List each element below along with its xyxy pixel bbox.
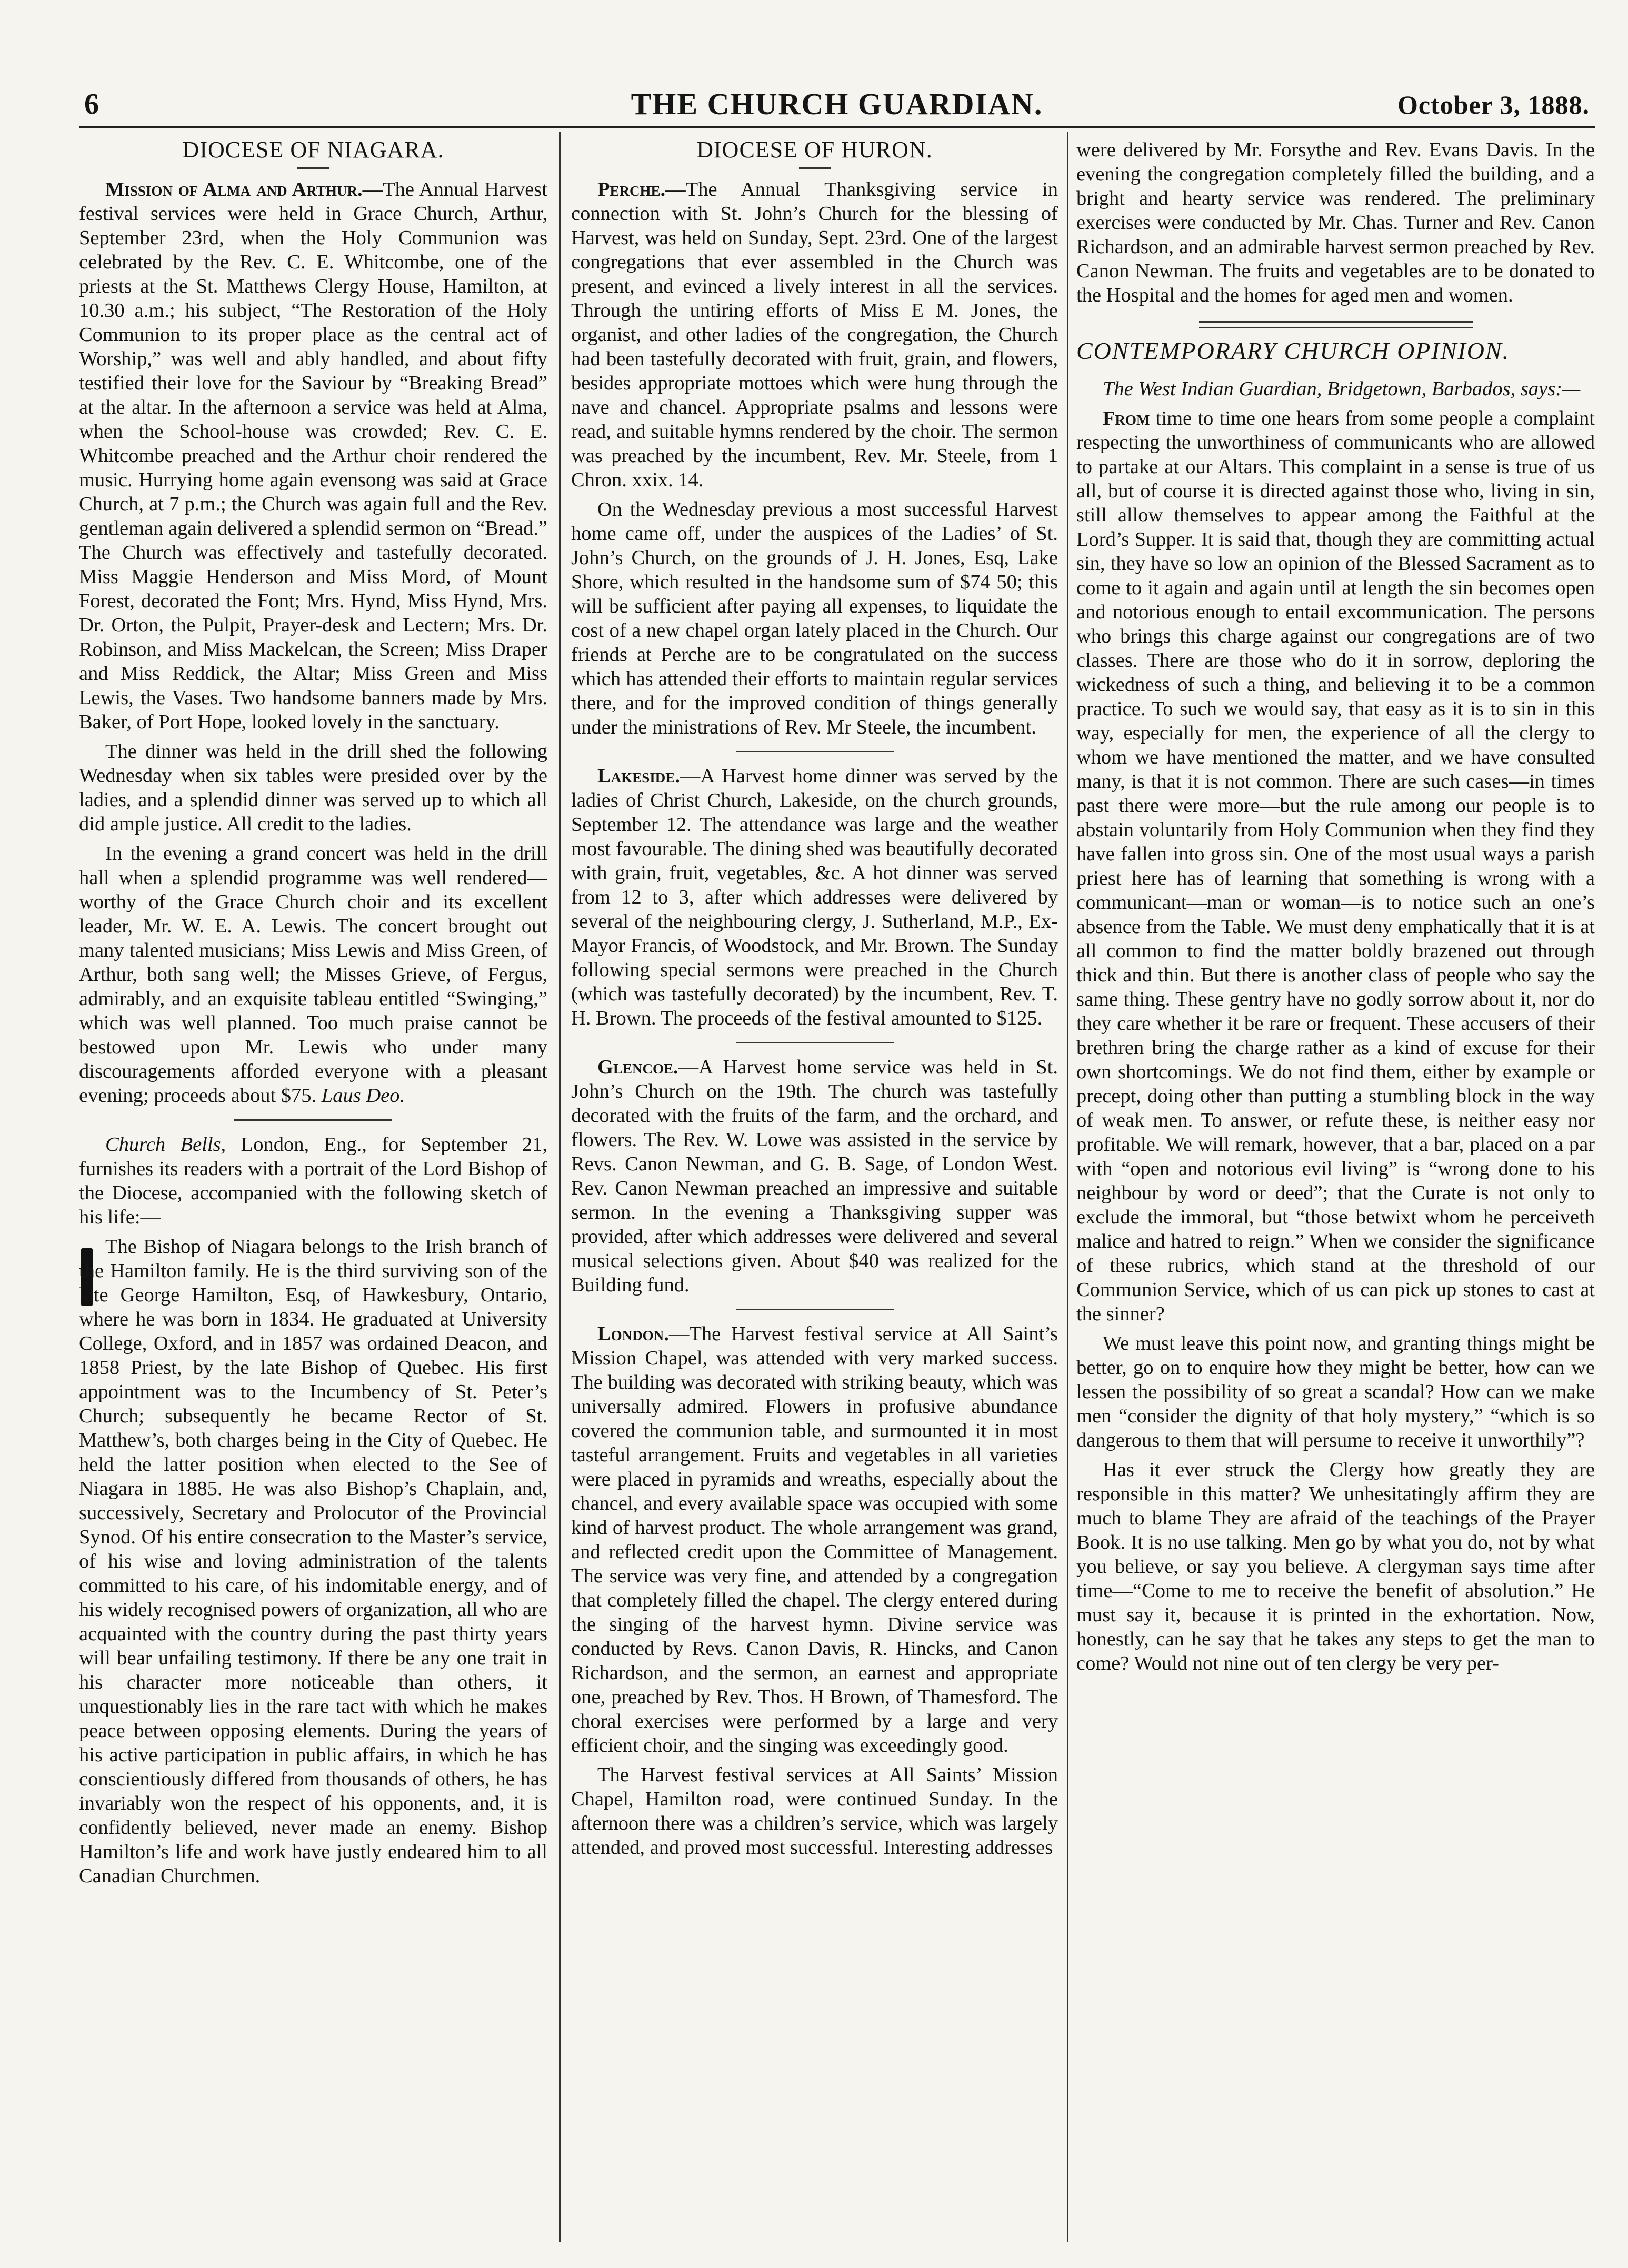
article-text: —The Annual Harvest festival services were held in Grace Church, Arthur, September 23rd, when the Holy Communion was celebrated by the Rev. C. E. Whitcombe, one of the priests at the St. Matthews Clergy House, Hamilton, at 10.30 a.m.; his subject, “The Restoration of the Holy Communion to its proper place as the central act of Worship,” was well and ably handled, and about fifty testified their love for the Saviour by “Breaking Bread” at the altar. In the afternoon a service was held at Alma, when the School-house was crowded; Rev. C. E. Whitcombe preached and the Arthur choir rendered the music. Hurrying home again evensong was said at Grace Church, at 7 p.m.; the Church was again full and the Rev. gentleman again delivered a splendid sermon on “Bread.” The Church was effectively and tastefully decorated. Miss Maggie Henderson and Miss Mord, of Mount Forest, decorated the Font; Mrs. Hynd, Miss Hynd, Mrs. Dr. Orton, the Pulpit, Prayer-desk and Lectern; Mrs. Dr. Robinson, and Miss Mackelcan, the Screen; Miss Draper and Miss Reddick, the Altar; Miss Green and Miss Lewis, the Vases. Two handsome banners made by Mrs. Baker, of Port Hope, looked lovely in the sanctuary. — [79, 178, 547, 733]
rule — [736, 1309, 894, 1310]
article-lead: London. — [597, 1323, 669, 1345]
article-lakeside — [571, 764, 1058, 1030]
opinion-paragraph-3: Has it ever struck the Clergy how greatly they are responsible in this matter? We unhesitatingly affirm they are much to blame They are afraid of the teachings of the Prayer Book. It is no use talking. Men go by what you do, not by what you believe, or say you believe. A clergyman says time after time—“Come to me to receive the benefit of absolution.” He must say it, because it is printed in the exhortation. Now, honestly, can he say that he takes any steps to get the man to come? Would not nine out of ten clergy be very per- — [1076, 1459, 1595, 1674]
rule — [297, 167, 329, 169]
section-heading-opinion: CONTEMPORARY CHURCH OPINION. — [1076, 337, 1510, 364]
rule — [736, 751, 894, 752]
article-alma — [79, 177, 547, 734]
article-concert — [79, 841, 547, 1108]
rule — [799, 167, 831, 169]
column-3 — [1076, 138, 1595, 2237]
article-lead: Perche. — [597, 178, 666, 200]
section-heading-niagara: DIOCESE OF NIAGARA. — [182, 138, 444, 163]
article-lead: Lakeside. — [597, 765, 680, 787]
opinion-paragraph-2: We must leave this point now, and granting things might be better, go on to enquire how they might be better, how can we lessen the possibility of so great a scandal? How can we make men “consider the dignity of that holy mystery,” “which is so dangerous to them that will persume to receive it unworthily”? — [1076, 1332, 1595, 1451]
article-london-2: The Harvest festival services at All Saints’ Mission Chapel, Hamilton road, were continued Sunday. In the afternoon there was a children’s service, which was largely attended, and proved most successful. Interesting addresses — [571, 1764, 1058, 1859]
rule — [234, 1119, 392, 1121]
double-rule — [1199, 321, 1473, 328]
publication-name: Church Bells, — [105, 1133, 226, 1156]
article-dinner: The dinner was held in the drill shed the following Wednesday when six tables were presided over by the ladies, and a splendid dinner was served up to which all did ample justice. All credit to the ladies. — [79, 740, 547, 835]
article-lead: From — [1103, 407, 1150, 429]
article-glencoe — [571, 1055, 1058, 1297]
article-text: In the evening a grand concert was held in the drill hall when a splendid programme was well rendered—worthy of the Grace Church choir and its excellent leader, Mr. W. E. A. Lewis. The concert brought out many talented musicians; Miss Lewis and Miss Green, of Arthur, both sang well; the Misses Grieve, of Fergus, admirably, and an exquisite tableau entitled “Swinging,” which was well planned. Too much praise cannot be bestowed upon Mr. Lewis who under many discouragements afforded everyone with a pleasant evening; proceeds about $75. — [79, 842, 547, 1107]
signoff: Laus Deo. — [321, 1085, 405, 1107]
column-2 — [571, 138, 1058, 2237]
article-text: —A Harvest home service was held in St. John’s Church on the 19th. The church was tastefully decorated with the fruits of the farm, and the orchard, and flowers. The Rev. W. Lowe was assisted in the service by Revs. Canon Newman, and G. B. Sage, of London West. Rev. Canon Newman preached an impressive and suitable sermon. In the evening a Thanksgiving supper was provided, after which addresses were delivered and several musical selections given. About $40 was realized for the Building fund. — [571, 1056, 1058, 1296]
article-perche-2: On the Wednesday previous a most successful Harvest home came off, under the auspices of the Ladies’ of St. John’s Church, on the grounds of J. H. Jones, Esq, Lake Shore, which resulted in the handsome sum of $74 50; this will be sufficient after paying all expenses, to liquidate the cost of a new chapel organ lately placed in the Church. Our friends at Perche are to be congratulated on the success which has attended their efforts to maintain regular services there, and for the improved condition of things generally under the ministrations of Rev. Mr Steele, the incumbent. — [571, 498, 1058, 738]
article-lead: Glencoe. — [597, 1056, 678, 1078]
column-rule — [1067, 132, 1068, 2242]
masthead — [79, 84, 1595, 128]
section-heading-huron: DIOCESE OF HURON. — [696, 138, 933, 163]
page-number: 6 — [84, 88, 99, 121]
column-rule — [559, 132, 561, 2242]
rule — [736, 1042, 894, 1043]
source-intro: The West Indian Guardian, Bridgetown, Barbados, says:— — [1103, 378, 1581, 400]
article-church-bells — [79, 1132, 547, 1229]
article-text: London, Eng., for September 21, furnishes its readers with a portrait of the Lord Bishop of the Diocese, accompanied with the following sketch of his life:— — [79, 1133, 547, 1228]
newspaper-title: THE CHURCH GUARDIAN. — [631, 87, 1043, 121]
article-bishop-bio: The Bishop of Niagara belongs to the Irish branch of the Hamilton family. He is the third surviving son of the late George Hamilton, Esq, of Hawkesbury, Ontario, where he was born in 1834. He graduated at University College, Oxford, and in 1857 was ordained Deacon, and 1858 Priest, by the late Bishop of Quebec. His first appointment was to the Incumbency of St. Peter’s Church; subsequently he became Rector of St. Matthew’s, both charges being in the City of Quebec. He held the latter position when elected to the See of Niagara in 1885. He was also Bishop’s Chaplain, and, successively, Secretary and Prolocutor of the Provincial Synod. Of his entire consecration to the Master’s service, of his wise and loving administration of the talents committed to his care, of his indomitable energy, and of his widely recognised powers of organization, all who are acquainted with the country during the past thirty years will bear unfailing testimony. If there be any one trait in his character more noticeable than others, it unquestionably lies in the rare tact with which he makes peace between opposing elements. During the years of his active participation in public affairs, in which he has conscientiously differed from thousands of others, he has invariably won the respect of his opponents, and, it is confidently believed, never made an enemy. Bishop Hamilton’s life and work have justly endeared him to all Canadian Churchmen. — [79, 1236, 547, 1887]
column-1 — [79, 138, 547, 2237]
article-text: —The Annual Thanksgiving service in connection with St. John’s Church for the blessing of Harvest, was held on Sunday, Sept. 23rd. One of the largest congregations that ever assembled in the Church was present, and evinced a lively interest in all the services. Through the untiring efforts of Miss E M. Jones, the organist, and other ladies of the congregation, the Church had been tastefully decorated with fruit, grain, and flowers, besides appropriate mottoes which were hung through the nave and chancel. Appropriate psalms and lessons were read, and suitable hymns rendered by the choir. The sermon was preached by the incumbent, Rev. Mr. Steele, from 1 Chron. xxix. 14. — [571, 178, 1058, 491]
article-text: —A Harvest home dinner was served by the ladies of Christ Church, Lakeside, on the church grounds, September 12. The attendance was large and the weather most favourable. The dining shed was beautifully decorated with grain, fruit, vegetables, &c. A hot dinner was served from 12 to 3, after which addresses were delivered by several of the neighbouring clergy, J. Sutherland, M.P., Ex-Mayor Francis, of Woodstock, and Mr. Brown. The Sunday following special sermons were preached in the Church (which was tastefully decorated) by the incumbent, Rev. T. H. Brown. The proceeds of the festival amounted to $125. — [571, 765, 1058, 1029]
article-text: —The Harvest festival service at All Saint’s Mission Chapel, was attended with very marked success. The building was decorated with striking beauty, which was universally admired. Flowers in profusive abundance covered the communion table, and surmounted it in most tasteful arrangement. Fruits and vegetables in all varieties were placed in pyramids and wreaths, especially about the chancel, and every available space was occupied with some kind of harvest product. The whole arrangement was grand, and reflected credit upon the Committee of Management. The service was very fine, and attended by a congregation that completely filled the chapel. The clergy entered during the singing of the harvest hymn. Divine service was conducted by Revs. Canon Davis, R. Hincks, and Canon Richardson, and the sermon, an earnest and appropriate one, preached by Rev. Thos. H Brown, of Thamesford. The choral exercises were performed by a large and very efficient choir, and the singing was exceedingly good. — [571, 1323, 1058, 1757]
article-london — [571, 1322, 1058, 1758]
article-text: time to time one hears from some people a complaint respecting the unworthiness of communicants who are allowed to partake at our Altars. This complaint in a sense is true of us all, but of course it is directed against those who, living in sin, still allow themselves to appear among the Faithful at the Lord’s Supper. It is said that, though they are committing actual sin, they have so low an opinion of the Blessed Sacrament as to come to it again and again until at length the sin becomes open and notorious enough to entail excommunication. The persons who brings this charge against our congregations are of two classes. There are those who do it in sorrow, deploring the wickedness of such a thing, and believing it to be a common practice. To such we would say, that easy as it is to sin in this way, especially for men, the experience of all the clergy to whom we have mentioned the matter, and we have consulted many, is that it is not common. There are such cases—in times past there were more—but the rule among our people is to abstain voluntarily from Holy Communion when they find they have fallen into gross sin. One of the most usual ways a parish priest here has of learning that something is wrong with a communicant—man or woman—is to notice such an one’s absence from the Table. We must deny emphatically that it is at all common to find the matter boldly brazened out through thick and thin. But there is another class of people who say the same thing. These gentry have no godly sorrow about it, nor do they care whether it be rare or frequent. These accusers of their brethren bring the charge rather as a kind of excuse for their own shortcomings. We do not find them, either by example or precept, doing other than putting a stumbling block in the way of weak men. To answer, or refute these, is neither easy nor profitable. We will remark, however, that a bar, placed on a par with “open and notorious evil living” is “wrong done to his neighbour by word or deed”; that the Curate is not only to exclude the immoral, but “those betwixt whom he perceiveth malice and hatred to reign.” When we consider the significance of these rubrics, which stand at the threshold of our Communion Service, which of us can pick up stones to cast at the sinner? — [1076, 407, 1595, 1325]
opinion-paragraph-1 — [1076, 406, 1595, 1326]
issue-date: October 3, 1888. — [1397, 90, 1590, 119]
article-continuation: were delivered by Mr. Forsythe and Rev. Evans Davis. In the evening the congregation completely filled the building, and a bright and hearty service was rendered. The preliminary exercises were conducted by Mr. Chas. Turner and Rev. Canon Richardson, and an admirable harvest sermon preached by Rev. Canon Newman. The fruits and vegetables are to be donated to the Hospital and the homes for aged men and women. — [1076, 139, 1595, 306]
article-perche — [571, 177, 1058, 492]
article-lead: Mission of Alma and Arthur. — [105, 178, 363, 200]
